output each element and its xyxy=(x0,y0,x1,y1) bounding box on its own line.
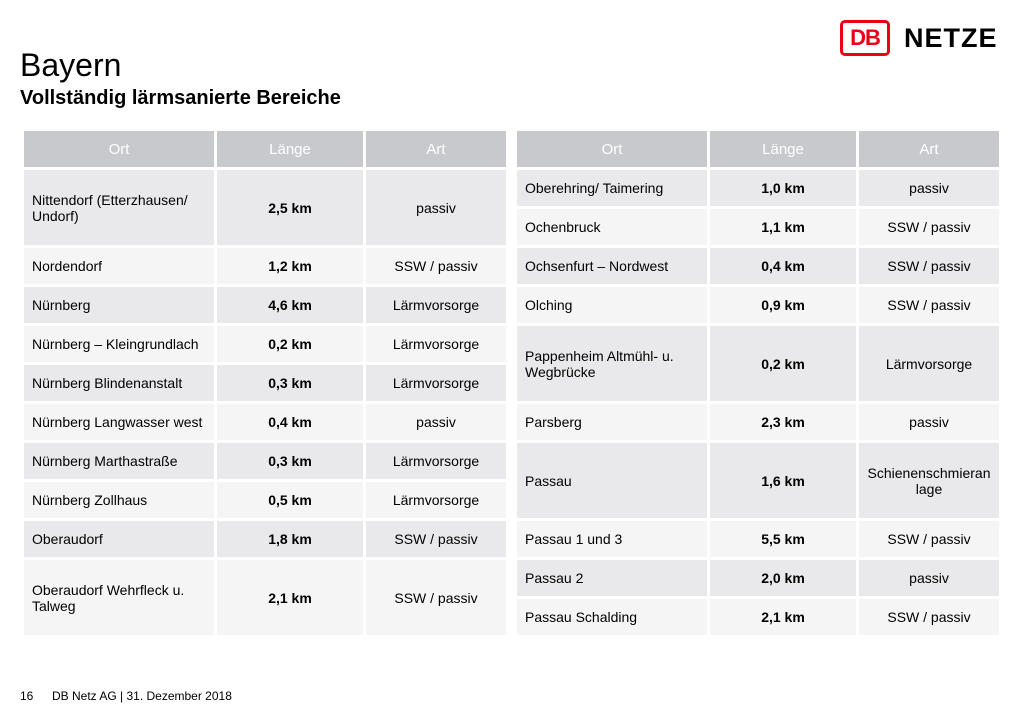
cell-laenge: 0,4 km xyxy=(710,248,856,284)
cell-laenge: 2,0 km xyxy=(710,560,856,596)
cell-art: Lärmvorsorge xyxy=(859,326,999,401)
cell-laenge: 2,1 km xyxy=(710,599,856,635)
table-row xyxy=(517,599,999,635)
column-header-ort: Ort xyxy=(517,131,707,167)
netze-wordmark: NETZE xyxy=(904,22,998,53)
cell-art: Lärmvorsorge xyxy=(366,482,506,518)
table-row xyxy=(24,404,506,440)
cell-art: SSW / passiv xyxy=(366,560,506,635)
cell-laenge: 0,3 km xyxy=(217,443,363,479)
table-row xyxy=(24,443,506,479)
table-row xyxy=(517,443,999,518)
table-row xyxy=(517,287,999,323)
cell-ort: Nürnberg Langwasser west xyxy=(24,404,214,440)
table-left xyxy=(21,128,509,638)
page-title: Bayern xyxy=(20,47,122,83)
footer xyxy=(20,689,232,703)
cell-ort: Nürnberg – Kleingrundlach xyxy=(24,326,214,362)
column-header-art: Art xyxy=(859,131,999,167)
table-row xyxy=(24,521,506,557)
cell-laenge: 0,4 km xyxy=(217,404,363,440)
cell-art: Lärmvorsorge xyxy=(366,443,506,479)
cell-laenge: 1,1 km xyxy=(710,209,856,245)
cell-laenge: 4,6 km xyxy=(217,287,363,323)
cell-art: Schienenschmieranlage xyxy=(859,443,999,518)
cell-laenge: 0,2 km xyxy=(710,326,856,401)
cell-art: passiv xyxy=(859,170,999,206)
cell-art: passiv xyxy=(859,560,999,596)
cell-art: Lärmvorsorge xyxy=(366,365,506,401)
table-row xyxy=(517,404,999,440)
table-row xyxy=(517,560,999,596)
cell-ort: Nürnberg Blindenanstalt xyxy=(24,365,214,401)
footer-text: DB Netz AG | 31. Dezember 2018 xyxy=(52,689,232,703)
cell-art: SSW / passiv xyxy=(859,209,999,245)
cell-ort: Oberehring/ Taimering xyxy=(517,170,707,206)
cell-ort: Nordendorf xyxy=(24,248,214,284)
table-row xyxy=(517,209,999,245)
cell-art: SSW / passiv xyxy=(859,521,999,557)
table-row xyxy=(24,170,506,245)
table-row xyxy=(24,365,506,401)
cell-ort: Oberaudorf Wehrfleck u. Talweg xyxy=(24,560,214,635)
cell-ort: Ochenbruck xyxy=(517,209,707,245)
table-row xyxy=(517,248,999,284)
cell-laenge: 2,3 km xyxy=(710,404,856,440)
cell-laenge: 2,1 km xyxy=(217,560,363,635)
cell-laenge: 1,8 km xyxy=(217,521,363,557)
table-row xyxy=(24,248,506,284)
cell-art: passiv xyxy=(366,170,506,245)
table-row xyxy=(24,326,506,362)
cell-laenge: 1,6 km xyxy=(710,443,856,518)
table-header-row xyxy=(24,131,506,167)
cell-ort: Parsberg xyxy=(517,404,707,440)
column-header-ort: Ort xyxy=(24,131,214,167)
cell-laenge: 1,2 km xyxy=(217,248,363,284)
table-row xyxy=(517,170,999,206)
cell-art: SSW / passiv xyxy=(366,521,506,557)
cell-art: passiv xyxy=(859,404,999,440)
table-row xyxy=(24,560,506,635)
cell-ort: Passau 1 und 3 xyxy=(517,521,707,557)
page-subtitle: Vollständig lärmsanierte Bereiche xyxy=(20,87,341,109)
column-header-art: Art xyxy=(366,131,506,167)
cell-art: SSW / passiv xyxy=(859,287,999,323)
cell-ort: Nittendorf (Etterzhausen/ Undorf) xyxy=(24,170,214,245)
table-right xyxy=(514,128,1002,638)
cell-art: Lärmvorsorge xyxy=(366,326,506,362)
table-row xyxy=(517,326,999,401)
table-row xyxy=(24,287,506,323)
cell-ort: Nürnberg Zollhaus xyxy=(24,482,214,518)
cell-art: SSW / passiv xyxy=(366,248,506,284)
table-row xyxy=(517,521,999,557)
cell-art: Lärmvorsorge xyxy=(366,287,506,323)
cell-laenge: 2,5 km xyxy=(217,170,363,245)
cell-laenge: 0,5 km xyxy=(217,482,363,518)
table-header-row xyxy=(517,131,999,167)
db-logo-icon: DB xyxy=(840,20,890,56)
table-row xyxy=(24,482,506,518)
cell-laenge: 1,0 km xyxy=(710,170,856,206)
cell-ort: Passau Schalding xyxy=(517,599,707,635)
column-header-laenge: Länge xyxy=(710,131,856,167)
cell-laenge: 0,2 km xyxy=(217,326,363,362)
cell-laenge: 0,3 km xyxy=(217,365,363,401)
cell-art: SSW / passiv xyxy=(859,599,999,635)
cell-laenge: 5,5 km xyxy=(710,521,856,557)
db-netze-logo xyxy=(840,18,998,58)
cell-ort: Olching xyxy=(517,287,707,323)
cell-ort: Ochsenfurt – Nordwest xyxy=(517,248,707,284)
cell-laenge: 0,9 km xyxy=(710,287,856,323)
cell-art: passiv xyxy=(366,404,506,440)
cell-ort: Nürnberg Marthastraße xyxy=(24,443,214,479)
cell-ort: Passau 2 xyxy=(517,560,707,596)
column-header-laenge: Länge xyxy=(217,131,363,167)
cell-ort: Nürnberg xyxy=(24,287,214,323)
cell-art: SSW / passiv xyxy=(859,248,999,284)
cell-ort: Oberaudorf xyxy=(24,521,214,557)
page-number: 16 xyxy=(20,689,34,703)
cell-ort: Pappenheim Altmühl- u. Wegbrücke xyxy=(517,326,707,401)
cell-ort: Passau xyxy=(517,443,707,518)
